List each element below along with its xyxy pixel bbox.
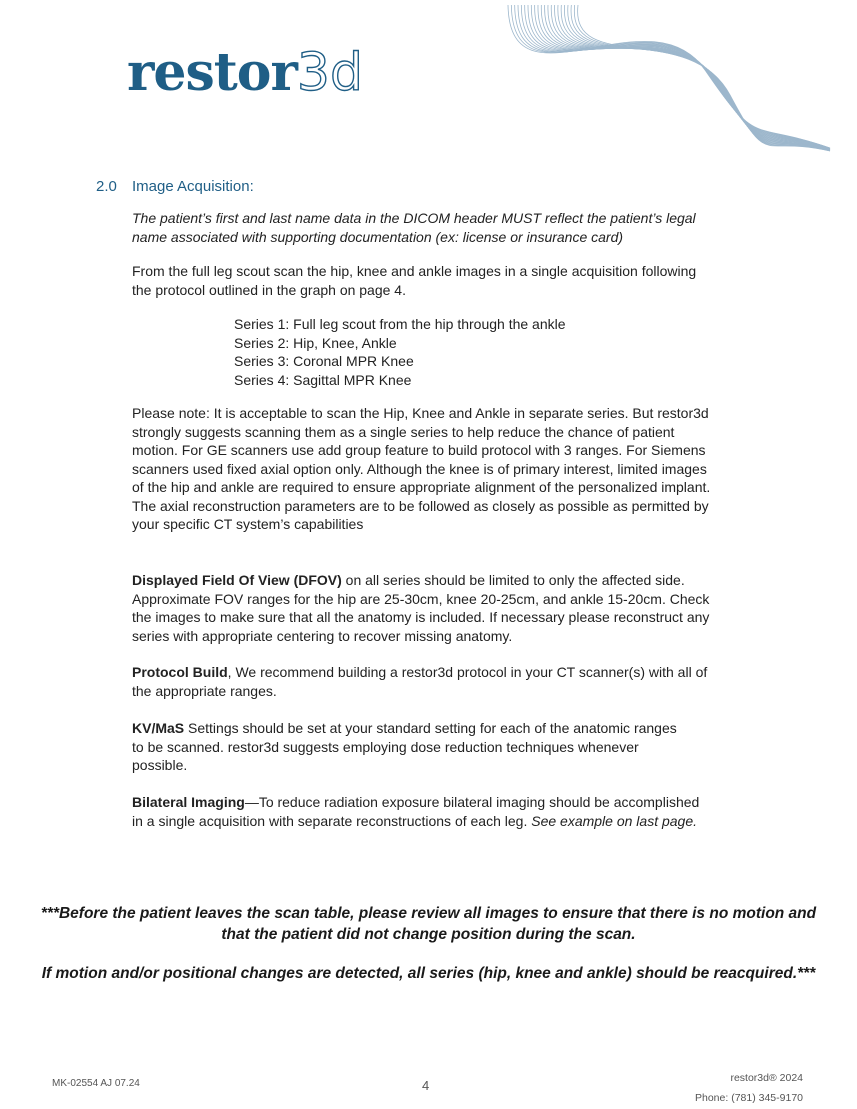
dfov-text: on all series should be limited to only the affected side. Approximate FOV ranges for the hip are 25-30cm, knee 20-25cm, and ankle 15-20cm. Check the images to make sure that all the anatomy is included. If necessary please reconstruct any series with appropriate centering to recover missing anatomy. xyxy=(132,572,710,644)
wave-line xyxy=(578,5,830,151)
phone-text: Phone: (781) 345-9170 xyxy=(695,1092,803,1104)
series-item: Series 2: Hip, Knee, Ankle xyxy=(234,334,397,351)
logo-main-text: restor xyxy=(127,42,297,103)
wave-line xyxy=(551,5,830,150)
wave-line xyxy=(568,5,830,151)
kv-mas-text: Settings should be set at your standard setting for each of the anatomic ranges to be scanned. restor3d suggests employing dose reduction techniques whenever possible. xyxy=(132,720,677,773)
wave-line xyxy=(515,5,830,148)
wave-line xyxy=(558,5,830,150)
protocol-build-label: Protocol Build xyxy=(132,664,228,680)
separate-series-note: Please note: It is acceptable to scan the Hip, Knee and Ankle in separate series. But restor3d strongly suggests scanning them as a single series to help reduce the chance of patient motion. For GE scanners use add group feature to build protocol with 3 ranges. For Siemens scanners used fixed axial option only. Although the knee is of primary interest, limited images of the hip and ankle are required to ensure appropriate alignment of the personalized implant. The axial reconstruction parameters are to be followed as closely as possible as permitted by your specific CT system’s capabilities xyxy=(132,405,711,532)
series-item: Series 3: Coronal MPR Knee xyxy=(234,353,414,369)
copyright-text: restor3d® 2024 xyxy=(730,1072,803,1084)
section-title: Image Acquisition: xyxy=(132,178,254,195)
wave-line xyxy=(518,5,830,148)
dfov-paragraph xyxy=(132,571,722,645)
document-code: MK-02554 AJ 07.24 xyxy=(52,1078,140,1089)
wave-line xyxy=(538,5,830,149)
series-list xyxy=(234,315,566,389)
wave-line xyxy=(528,5,830,149)
protocol-build-paragraph xyxy=(132,663,722,700)
dicom-name-note: The patient’s first and last name data in the DICOM header MUST reflect the patient’s legal name associated with supporting documentation (ex: license or insurance card) xyxy=(132,210,696,245)
wave-line xyxy=(531,5,830,149)
reacquire-warning: If motion and/or positional changes are detected, all series (hip, knee and ankle) should be reacquired.*** xyxy=(41,965,816,982)
wave-line xyxy=(525,5,830,149)
wave-line xyxy=(548,5,830,150)
series-item: Series 1: Full leg scout from the hip through the ankle xyxy=(234,316,566,332)
wave-line xyxy=(564,5,830,150)
wave-line xyxy=(574,5,830,151)
bilateral-imaging-text: —To reduce radiation exposure bilateral imaging should be accomplished in a single acquisition with separate reconstructions of each leg. xyxy=(132,794,700,829)
series-item: Series 4: Sagittal MPR Knee xyxy=(234,371,412,388)
restor3d-logo xyxy=(127,42,363,103)
dfov-label: Displayed Field Of View (DFOV) xyxy=(132,572,342,588)
page-number: 4 xyxy=(422,1078,430,1093)
wave-line xyxy=(571,5,830,151)
protocol-build-text: , We recommend building a restor3d protocol in your CT scanner(s) with all of the appropriate ranges. xyxy=(132,664,708,699)
bilateral-imaging-label: Bilateral Imaging xyxy=(132,794,245,810)
logo-3d-text: 3d xyxy=(296,43,363,103)
footer-contact xyxy=(695,1068,803,1108)
wave-line xyxy=(511,5,830,148)
section-number: 2.0 xyxy=(96,178,117,195)
section-heading xyxy=(96,178,254,195)
scout-instructions: From the full leg scout scan the hip, knee and ankle images in a single acquisition following the protocol outlined in the graph on page 4. xyxy=(132,263,697,298)
wave-line xyxy=(561,5,830,150)
bilateral-imaging-paragraph xyxy=(132,793,712,830)
kv-mas-label: KV/MaS xyxy=(132,720,185,736)
kv-mas-paragraph xyxy=(132,719,692,775)
wave-line xyxy=(535,5,830,149)
wave-line xyxy=(508,5,830,148)
review-warning: ***Before the patient leaves the scan table, please review all images to ensure that there is no motion and that the patient did not change position during the scan. xyxy=(40,905,817,943)
decorative-wave-lines xyxy=(500,0,840,160)
wave-line xyxy=(545,5,830,150)
wave-line xyxy=(541,5,830,149)
bilateral-see-example: See example on last page. xyxy=(531,812,698,829)
wave-line xyxy=(555,5,830,150)
